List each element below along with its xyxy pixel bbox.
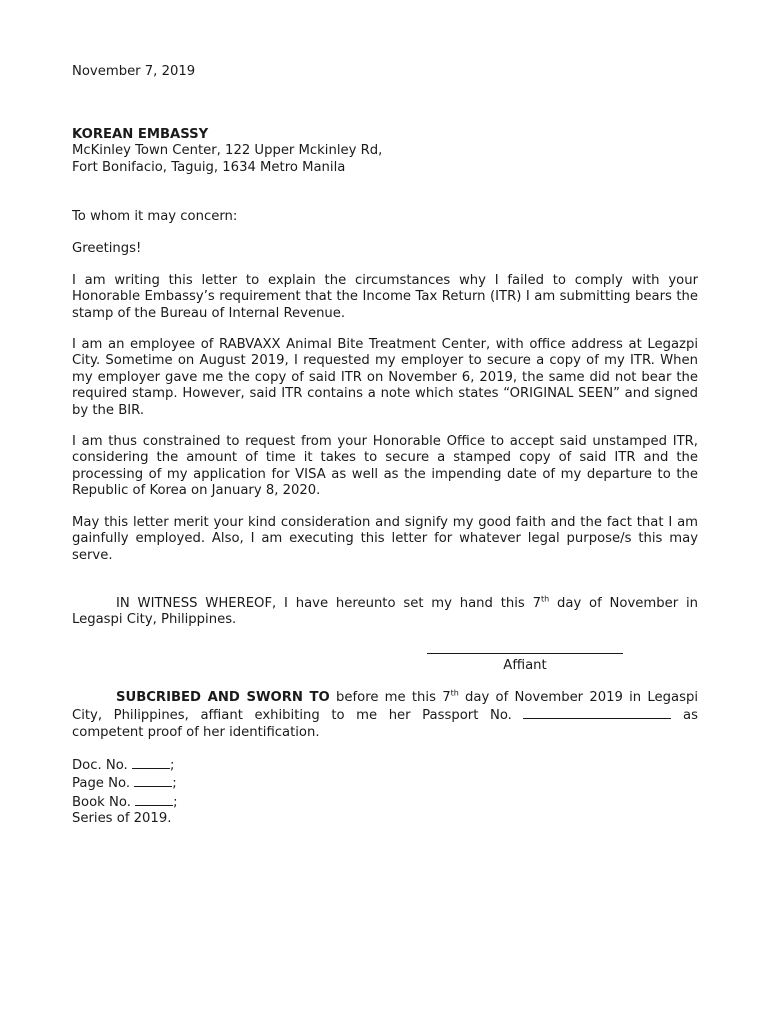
jurat-heading: SUBCRIBED AND SWORN TO — [116, 690, 330, 705]
body-paragraph-2: I am an employee of RABVAXX Animal Bite Treatment Center, with office address at Legazpi City. Sometime on August 2019, I requested my employer to secure a copy of my ITR. When my employer gave me the copy of said ITR on November 6, 2019, the same did not bear the required stamp. However, said ITR contains a note which states “ORIGINAL SEEN” and signed by the BIR. — [72, 337, 698, 418]
witness-clause — [72, 596, 698, 629]
body-paragraph-4: May this letter merit your kind consideration and signify my good faith and the fact that I am gainfully employed. Also, I am executing this letter for whatever legal purpose/s this may serve. — [72, 515, 698, 563]
doc-no-label: Doc. No. — [72, 758, 128, 773]
address-line-1: McKinley Town Center, 122 Upper Mckinley Rd, — [72, 143, 383, 159]
witness-text-start: IN WITNESS WHEREOF, I have hereunto set my hand this 7 — [116, 596, 541, 611]
jurat-clause — [72, 690, 698, 741]
signature-line — [427, 653, 623, 654]
body-paragraph-1: I am writing this letter to explain the circumstances why I failed to comply with your Honorable Embassy’s requirement that the Income Tax Return (ITR) I am submitting bears the stamp of the Bureau of Internal Revenue. — [72, 273, 698, 321]
passport-number-blank — [523, 706, 671, 719]
greeting: Greetings! — [72, 241, 142, 256]
series-row: Series of 2019. — [72, 811, 172, 827]
page-no-blank — [134, 774, 172, 787]
jurat-ordinal: th — [450, 688, 459, 698]
page-no-label: Page No. — [72, 776, 131, 792]
body-paragraph-3: I am thus constrained to request from your Honorable Office to accept said unstamped ITR, considering the amount of time it takes to secure a stamped copy of said ITR and the processing of my application for VISA as well as the impending date of my departure to the Republic of Korea on January 8, 2020. — [72, 434, 698, 499]
salutation: To whom it may concern: — [72, 209, 238, 224]
jurat-text-start: before me this 7 — [329, 690, 451, 705]
recipient-org: KOREAN EMBASSY — [72, 127, 209, 142]
book-no-blank — [135, 793, 173, 806]
notarial-records — [72, 756, 698, 828]
doc-no-blank — [132, 756, 170, 769]
book-no-label: Book No. — [72, 794, 131, 810]
letter-date: November 7, 2019 — [72, 64, 196, 79]
witness-ordinal: th — [540, 594, 550, 604]
page-no-row: Page No. ; — [72, 776, 177, 792]
witness-text-end: day of November in Legaspi City, Philippines. — [72, 596, 698, 628]
recipient-address — [72, 127, 698, 176]
doc-no-row: Doc. No. ; — [72, 758, 175, 773]
jurat-text-middle: day of November 2019 in Legaspi City, Philippines, affiant exhibiting to me her Passport No. — [72, 690, 698, 724]
book-no-row: Book No. ; — [72, 794, 178, 810]
address-line-2: Fort Bonifacio, Taguig, 1634 Metro Manila — [72, 159, 346, 175]
affiant-label: Affiant — [503, 658, 547, 673]
jurat-text-end: as competent proof of her identification. — [72, 708, 698, 740]
